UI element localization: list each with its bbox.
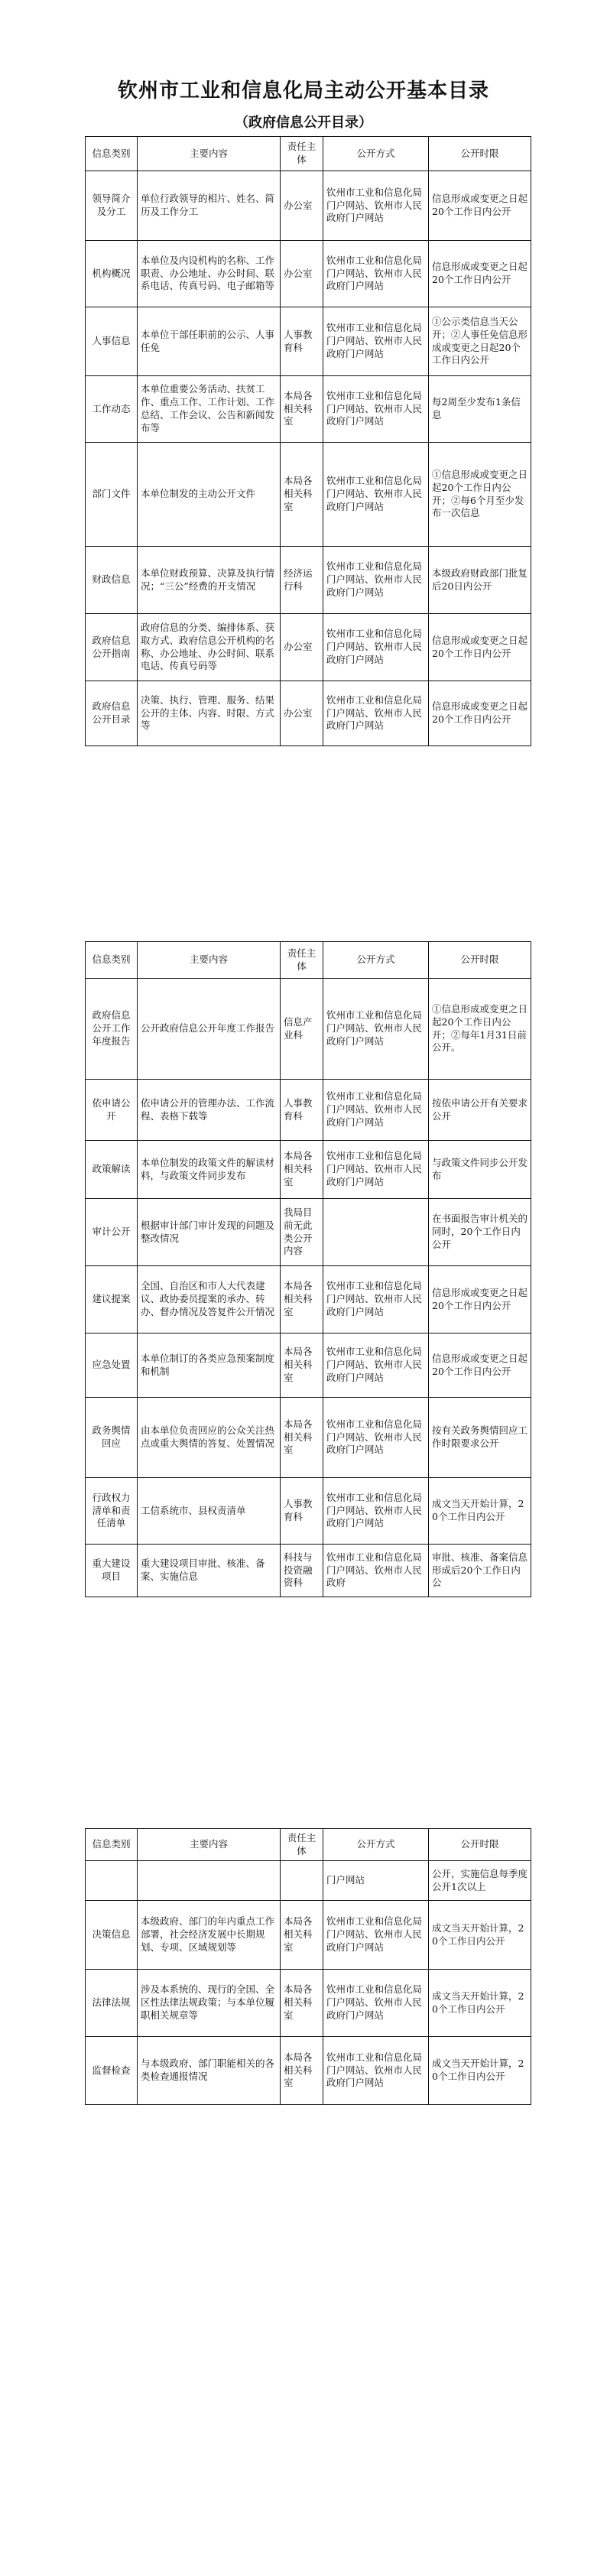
cell-category: 财政信息	[86, 547, 138, 614]
cell-unit	[281, 1861, 323, 1901]
cell-unit: 办公室	[281, 614, 323, 681]
table-row	[86, 1080, 531, 1141]
cell-deadline: 审批、核准、备案信息形成后20个工作日内公	[429, 1545, 531, 1597]
cell-content: 本单位及内设机构的名称、工作职责、办公地址、办公时间、联系电话、传真号码、电子邮箱等	[138, 241, 281, 307]
cell-deadline: 信息形成或变更之日起20个工作日内公开	[429, 614, 531, 681]
cell-unit: 办公室	[281, 171, 323, 241]
cell-deadline: 本级政府财政部门批复后20日内公开	[429, 547, 531, 614]
cell-unit: 本局各相关科室	[281, 2037, 323, 2105]
cell-category: 审计公开	[86, 1199, 138, 1266]
cell-unit: 经济运行科	[281, 547, 323, 614]
page-subtitle: （政府信息公开目录）	[235, 115, 372, 131]
cell-deadline: ①信息形成或变更之日起20个工作日内公开；②每6个月至少发布一次信息	[429, 443, 531, 547]
table-row	[86, 443, 531, 547]
table-row	[86, 979, 531, 1080]
cell-category: 重大建设项目	[86, 1545, 138, 1597]
cell-method: 钦州市工业和信息化局门户网站、钦州市人民政府门户网站	[323, 1266, 429, 1333]
catalog-table-3	[85, 1828, 531, 2105]
cell-content: 本级政府、部门的年内重点工作部署，社会经济发展中长期规划、专项、区域规划等	[138, 1901, 281, 1970]
cell-method: 钦州市工业和信息化局门户网站、钦州市人民政府门户网站	[323, 241, 429, 307]
table-row	[86, 1333, 531, 1398]
cell-unit: 本局各相关科室	[281, 1398, 323, 1478]
cell-deadline: ①公示类信息当天公开；②人事任免信息形成或变更之日起20个工作日内公开	[429, 307, 531, 376]
cell-method: 钦州市工业和信息化局门户网站、钦州市人民政府门户网站	[323, 443, 429, 547]
table-header	[86, 1829, 531, 1861]
cell-unit: 办公室	[281, 241, 323, 307]
cell-category: 人事信息	[86, 307, 138, 376]
header-deadline: 公开时限	[429, 1829, 531, 1861]
cell-category: 依申请公开	[86, 1080, 138, 1141]
cell-content: 与本级政府、部门职能相关的各类检查通报情况	[138, 2037, 281, 2105]
cell-content: 本单位制发的主动公开文件	[138, 443, 281, 547]
cell-content: 本单位财政预算、决算及执行情况；“三公”经费的开支情况	[138, 547, 281, 614]
cell-deadline: 按依申请公开有关要求公开	[429, 1080, 531, 1141]
table-row	[86, 307, 531, 376]
page-title: 钦州市工业和信息化局主动公开基本目录	[117, 80, 489, 102]
cell-category: 政府信息公开工作年度报告	[86, 979, 138, 1080]
cell-content: 由本单位负责回应的公众关注热点或重大舆情的答复、处置情况	[138, 1398, 281, 1478]
table-row	[86, 1398, 531, 1478]
cell-method: 钦州市工业和信息化局门户网站、钦州市人民政府门户网站	[323, 1333, 429, 1398]
header-unit: 责任主体	[281, 1829, 323, 1861]
cell-category: 决策信息	[86, 1901, 138, 1970]
cell-content: 重大建设项目审批、核准、备案、实施信息	[138, 1545, 281, 1597]
header-unit: 责任主体	[281, 942, 323, 979]
cell-unit: 人事教育科	[281, 307, 323, 376]
table-row	[86, 1266, 531, 1333]
cell-unit: 科技与投资融资科	[281, 1545, 323, 1597]
table-row	[86, 376, 531, 443]
cell-deadline: 成文当天开始计算，20个工作日内公开	[429, 1478, 531, 1545]
cell-content: 本单位重要公务活动、扶贫工作、重点工作、工作计划、工作总结、工作会议、公告和新闻发布等	[138, 376, 281, 443]
cell-unit: 本局各相关科室	[281, 376, 323, 443]
cell-content: 工信系统市、县权责清单	[138, 1478, 281, 1545]
cell-method	[323, 1199, 429, 1266]
table-row	[86, 1545, 531, 1597]
table-row	[86, 1901, 531, 1970]
cell-category: 政策解读	[86, 1141, 138, 1199]
cell-deadline: 信息形成或变更之日起20个工作日内公开	[429, 1333, 531, 1398]
cell-unit: 人事教育科	[281, 1080, 323, 1141]
cell-unit: 信息产业科	[281, 979, 323, 1080]
cell-category: 法律法规	[86, 1970, 138, 2037]
cell-category: 领导简介及分工	[86, 171, 138, 241]
cell-deadline: 与政策文件同步公开发布	[429, 1141, 531, 1199]
cell-content: 涉及本系统的、现行的全国、全区性法律法规政策；与本单位履职相关规章等	[138, 1970, 281, 2037]
header-category: 信息类别	[86, 137, 138, 171]
table-row	[86, 2037, 531, 2105]
header-category: 信息类别	[86, 942, 138, 979]
table-row	[86, 1141, 531, 1199]
header-category: 信息类别	[86, 1829, 138, 1861]
cell-unit: 本局各相关科室	[281, 1901, 323, 1970]
cell-category: 工作动态	[86, 376, 138, 443]
cell-method: 钦州市工业和信息化局门户网站、钦州市人民政府门户网站	[323, 1141, 429, 1199]
cell-category: 应急处置	[86, 1333, 138, 1398]
header-content: 主要内容	[138, 1829, 281, 1861]
cell-method: 钦州市工业和信息化局门户网站、钦州市人民政府门户网站	[323, 547, 429, 614]
header-method: 公开方式	[323, 137, 429, 171]
cell-deadline: 按有关政务舆情回应工作时限要求公开	[429, 1398, 531, 1478]
header-method: 公开方式	[323, 942, 429, 979]
cell-content: 政府信息的分类、编排体系、获取方式、政府信息公开机构的名称、办公地址、办公时间、联系电话、传真号码等	[138, 614, 281, 681]
cell-category: 机构概况	[86, 241, 138, 307]
table-header	[86, 942, 531, 979]
cell-content: 根据审计部门审计发现的问题及整改情况	[138, 1199, 281, 1266]
cell-category: 政府信息公开指南	[86, 614, 138, 681]
table-row	[86, 614, 531, 681]
cell-category: 行政权力清单和责任清单	[86, 1478, 138, 1545]
cell-unit: 本局各相关科室	[281, 1333, 323, 1398]
cell-method: 钦州市工业和信息化局门户网站、钦州市人民政府	[323, 1545, 429, 1597]
catalog-table-1	[85, 136, 531, 746]
cell-deadline: 信息形成或变更之日起20个工作日内公开	[429, 241, 531, 307]
cell-content: 本单位干部任职前的公示、人事任免	[138, 307, 281, 376]
cell-deadline: 成文当天开始计算，20个工作日内公开	[429, 2037, 531, 2105]
cell-content: 本单位制发的政策文件的解读材料，与政策文件同步发布	[138, 1141, 281, 1199]
cell-category: 建议提案	[86, 1266, 138, 1333]
cell-content: 公开政府信息公开年度工作报告	[138, 979, 281, 1080]
cell-content: 依申请公开的管理办法、工作流程、表格下载等	[138, 1080, 281, 1141]
table-row	[86, 171, 531, 241]
cell-content: 单位行政领导的相片、姓名、简历及工作分工	[138, 171, 281, 241]
cell-deadline: 成文当天开始计算，20个工作日内公开	[429, 1901, 531, 1970]
cell-method: 钦州市工业和信息化局门户网站、钦州市人民政府门户网站	[323, 307, 429, 376]
cell-method: 钦州市工业和信息化局门户网站、钦州市人民政府门户网站	[323, 681, 429, 746]
cell-unit: 本局各相关科室	[281, 1970, 323, 2037]
cell-category: 政务舆情回应	[86, 1398, 138, 1478]
cell-method: 钦州市工业和信息化局门户网站、钦州市人民政府门户网站	[323, 2037, 429, 2105]
table-row	[86, 547, 531, 614]
cell-content: 本单位制订的各类应急预案制度和机制	[138, 1333, 281, 1398]
cell-deadline: ①信息形成或变更之日起20个工作日内公开；②每年1月31日前公开。	[429, 979, 531, 1080]
cell-method: 钦州市工业和信息化局门户网站、钦州市人民政府门户网站	[323, 1398, 429, 1478]
cell-unit: 本局各相关科室	[281, 1266, 323, 1333]
table-row	[86, 1970, 531, 2037]
table-row	[86, 1861, 531, 1901]
table-row	[86, 681, 531, 746]
header-deadline: 公开时限	[429, 137, 531, 171]
cell-deadline: 信息形成或变更之日起20个工作日内公开	[429, 171, 531, 241]
cell-unit: 本局各相关科室	[281, 1141, 323, 1199]
cell-deadline: 在书面报告审计机关的同时，20个工作日内公开	[429, 1199, 531, 1266]
cell-unit: 本局各相关科室	[281, 443, 323, 547]
cell-content	[138, 1861, 281, 1901]
cell-method: 钦州市工业和信息化局门户网站、钦州市人民政府门户网站	[323, 979, 429, 1080]
header-method: 公开方式	[323, 1829, 429, 1861]
header-content: 主要内容	[138, 137, 281, 171]
table-row	[86, 1478, 531, 1545]
cell-unit: 办公室	[281, 681, 323, 746]
cell-deadline: 信息形成或变更之日起20个工作日内公开	[429, 1266, 531, 1333]
cell-category: 监督检查	[86, 2037, 138, 2105]
cell-deadline: 公开，实施信息每季度公开1次以上	[429, 1861, 531, 1901]
cell-method: 钦州市工业和信息化局门户网站、钦州市人民政府门户网站	[323, 1901, 429, 1970]
cell-category: 政府信息公开目录	[86, 681, 138, 746]
header-unit: 责任主体	[281, 137, 323, 171]
catalog-table-2	[85, 941, 531, 1597]
cell-method: 钦州市工业和信息化局门户网站、钦州市人民政府门户网站	[323, 1080, 429, 1141]
cell-method: 门户网站	[323, 1861, 429, 1901]
cell-method: 钦州市工业和信息化局门户网站、钦州市人民政府门户网站	[323, 614, 429, 681]
cell-content: 全国、自治区和市人大代表建议、政协委员提案的承办、转办、督办情况及答复件公开情况	[138, 1266, 281, 1333]
table-row	[86, 1199, 531, 1266]
header-content: 主要内容	[138, 942, 281, 979]
cell-deadline: 成文当天开始计算，20个工作日内公开	[429, 1970, 531, 2037]
cell-method: 钦州市工业和信息化局门户网站、钦州市人民政府门户网站	[323, 171, 429, 241]
header-deadline: 公开时限	[429, 942, 531, 979]
cell-deadline: 每2周至少发布1条信息	[429, 376, 531, 443]
cell-method: 钦州市工业和信息化局门户网站、钦州市人民政府门户网站	[323, 376, 429, 443]
cell-category: 部门文件	[86, 443, 138, 547]
cell-method: 钦州市工业和信息化局门户网站、钦州市人民政府门户网站	[323, 1478, 429, 1545]
cell-method: 钦州市工业和信息化局门户网站、钦州市人民政府门户网站	[323, 1970, 429, 2037]
cell-category	[86, 1861, 138, 1901]
cell-unit: 我局目前无此类公开内容	[281, 1199, 323, 1266]
cell-content: 决策、执行、管理、服务、结果公开的主体、内容、时限、方式等	[138, 681, 281, 746]
cell-unit: 人事教育科	[281, 1478, 323, 1545]
cell-deadline: 信息形成或变更之日起20个工作日内公开	[429, 681, 531, 746]
table-row	[86, 241, 531, 307]
table-header	[86, 137, 531, 171]
